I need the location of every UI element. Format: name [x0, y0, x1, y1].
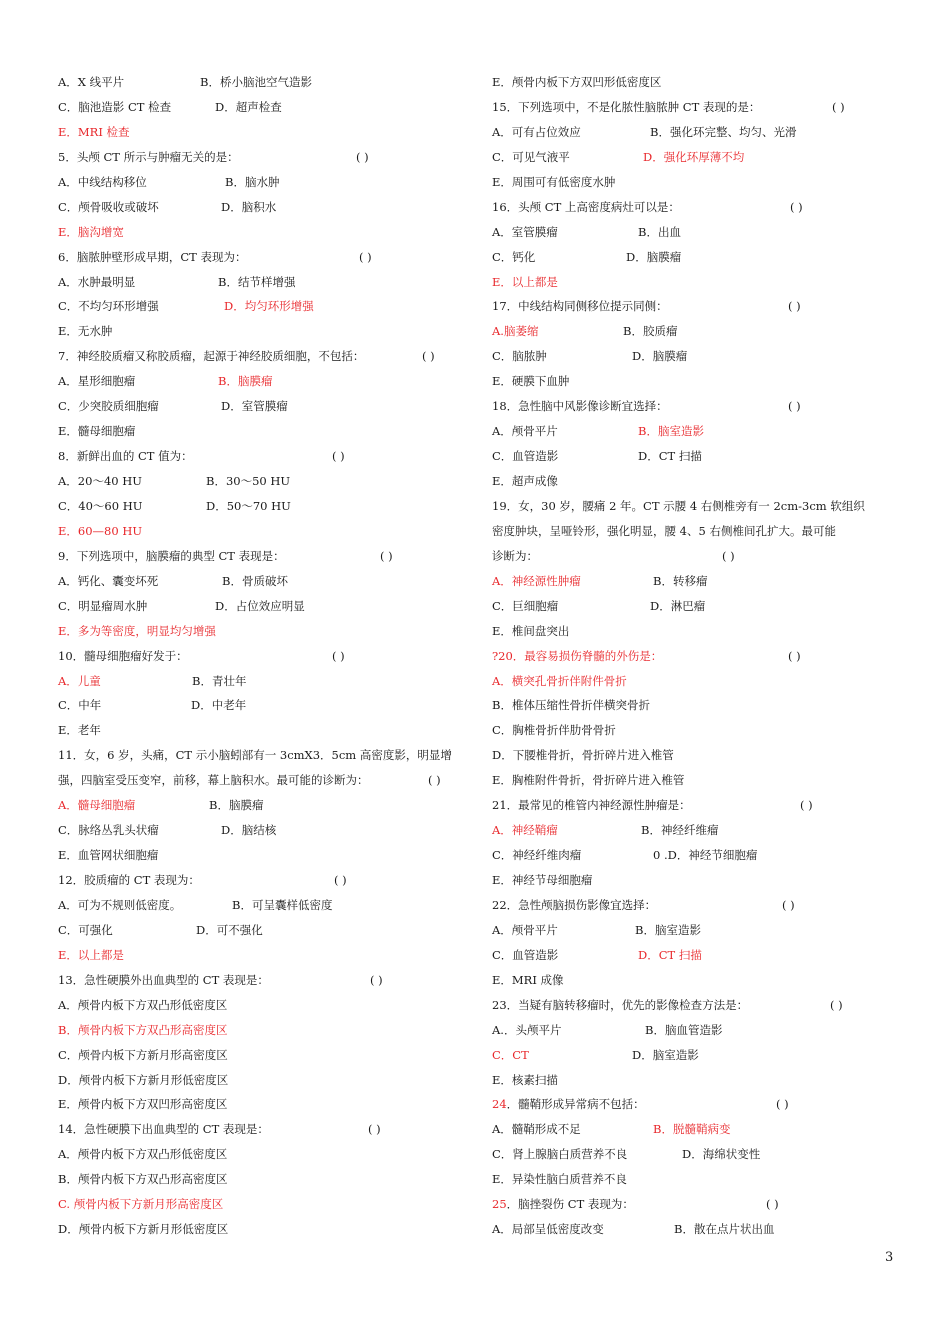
page-number: 3: [885, 1250, 894, 1265]
text-line: [492, 718, 864, 743]
text-segment: B．脑水肿: [225, 174, 280, 189]
text-segment: A．20～40 HU: [58, 474, 142, 488]
text-segment: C．可见气液平: [492, 149, 570, 164]
text-line: [58, 1167, 458, 1192]
text-segment: B．椎体压缩性骨折伴横突骨折: [492, 698, 650, 713]
text-line: [58, 718, 458, 743]
text-segment: D．强化环厚薄不均: [643, 149, 745, 164]
text-line: [58, 968, 458, 993]
text-segment: D．超声检查: [215, 99, 282, 114]
text-line: [492, 768, 864, 793]
text-line: [492, 394, 864, 419]
text-segment: E．核素扫描: [492, 1072, 558, 1087]
text-line: [58, 1092, 458, 1117]
text-line: [492, 569, 864, 594]
left-column: [58, 70, 458, 1242]
text-line: [58, 1043, 458, 1068]
text-line: [58, 469, 458, 494]
answer-blank: ( ): [368, 1122, 381, 1137]
text-line: [58, 918, 458, 943]
text-segment: 12．胶质瘤的 CT 表现为：: [58, 873, 200, 887]
text-segment: E．MRI 成像: [492, 972, 564, 987]
text-line: [492, 669, 864, 694]
text-line: [492, 95, 864, 120]
answer-blank: ( ): [334, 873, 347, 887]
answer-blank: ( ): [790, 199, 803, 214]
text-segment: E．以上都是: [492, 274, 558, 289]
text-line: [58, 120, 458, 145]
text-segment: 9．下列选项中，脑膜瘤的典型 CT 表现是：: [58, 548, 285, 563]
text-line: [492, 469, 864, 494]
right-column: [492, 70, 864, 1242]
text-segment: C．中年: [58, 698, 102, 713]
answer-blank: ( ): [332, 648, 345, 663]
text-line: [492, 1192, 864, 1217]
text-line: [492, 1092, 864, 1117]
text-segment: B．转移瘤: [653, 573, 708, 588]
answer-blank: ( ): [332, 449, 345, 464]
text-segment: 诊断为：: [492, 548, 538, 563]
answer-blank: ( ): [776, 1097, 789, 1112]
text-line: [492, 993, 864, 1018]
text-segment: D．颅骨内板下方新月形低密度区: [58, 1072, 229, 1087]
text-segment: A．儿童: [58, 673, 101, 688]
text-line: [58, 1142, 458, 1167]
text-line: [492, 1217, 864, 1242]
text-line: [58, 419, 458, 444]
text-segment: D．脑膜瘤: [626, 249, 682, 264]
text-segment: B．神经纤维瘤: [641, 823, 719, 838]
text-segment: A．横突孔骨折伴附件骨折: [492, 673, 627, 688]
text-line: [58, 344, 458, 369]
text-line: [492, 644, 864, 669]
text-segment: D．颅骨内板下方新月形低密度区: [58, 1222, 229, 1237]
text-segment: 0 .D．神经节细胞瘤: [653, 848, 758, 863]
text-line: [58, 693, 458, 718]
text-line: [58, 868, 458, 893]
text-segment: B．脑血管造影: [645, 1022, 723, 1037]
text-line: [58, 1018, 458, 1043]
answer-blank: ( ): [788, 299, 801, 314]
answer-blank: ( ): [428, 773, 441, 788]
text-segment: A．髓母细胞瘤: [58, 798, 136, 813]
text-segment: 7．神经胶质瘤又称胶质瘤，起源于神经胶质细胞，不包括：: [58, 349, 365, 364]
text-segment: E．硬膜下血肿: [492, 374, 570, 389]
text-segment: B．脑膜瘤: [209, 798, 264, 813]
text-segment: E．髓母细胞瘤: [58, 424, 136, 439]
text-segment: C．颅骨内板下方新月形高密度区: [58, 1047, 228, 1062]
text-line: [492, 968, 864, 993]
text-line: [58, 70, 458, 95]
text-segment: A．颅骨内板下方双凸形低密度区: [58, 1147, 228, 1162]
text-segment: D．脑膜瘤: [632, 349, 688, 364]
text-line: [492, 1167, 864, 1192]
answer-blank: ( ): [722, 548, 735, 563]
text-line: [492, 743, 864, 768]
text-segment: A．颅骨平片: [492, 424, 558, 439]
text-line: [492, 70, 864, 95]
text-segment: C．明显瘤周水肿: [58, 598, 148, 613]
text-line: [58, 669, 458, 694]
text-line: [58, 1192, 458, 1217]
text-line: [58, 544, 458, 569]
text-segment: C．颅骨吸收或破坏: [58, 199, 159, 214]
text-segment: E．颅骨内板下方双凹形低密度区: [492, 75, 662, 89]
answer-blank: ( ): [422, 349, 435, 364]
text-segment: A．钙化、囊变坏死: [58, 573, 159, 588]
text-line: [492, 868, 864, 893]
text-segment: E．超声成像: [492, 474, 558, 488]
text-segment: D．CT 扫描: [638, 449, 702, 464]
text-segment: E．无水肿: [58, 324, 113, 339]
text-line: [58, 1217, 458, 1242]
text-line: [492, 943, 864, 968]
text-line: [58, 644, 458, 669]
text-line: [492, 494, 864, 519]
text-line: [492, 893, 864, 918]
text-segment: 21．最常见的椎管内神经源性肿瘤是：: [492, 798, 691, 813]
text-segment: B．结节样增强: [218, 274, 296, 289]
text-line: [58, 170, 458, 195]
text-line: [492, 918, 864, 943]
text-segment: C．巨细胞瘤: [492, 598, 559, 613]
answer-blank: ( ): [766, 1197, 779, 1212]
text-segment: D．CT 扫描: [638, 947, 702, 962]
text-line: [58, 843, 458, 868]
text-segment: A．神经源性肿瘤: [492, 573, 581, 588]
text-line: [58, 220, 458, 245]
text-line: [492, 594, 864, 619]
text-line: [58, 743, 458, 768]
text-line: [492, 344, 864, 369]
text-segment: C．钙化: [492, 249, 536, 264]
answer-blank: ( ): [788, 399, 801, 414]
text-line: [492, 843, 864, 868]
text-segment: A．X 线平片: [58, 75, 125, 89]
text-line: [492, 793, 864, 818]
text-segment: B．胶质瘤: [623, 324, 678, 339]
text-segment: C．可强化: [58, 922, 113, 937]
text-segment: 8．新鲜出血的 CT 值为：: [58, 449, 193, 464]
text-line: [492, 369, 864, 394]
text-line: [492, 120, 864, 145]
text-segment: 10．髓母细胞瘤好发于：: [58, 648, 188, 663]
text-line: [492, 145, 864, 170]
text-segment: ?20．最容易损伤脊髓的外伤是：: [492, 648, 663, 663]
text-segment: D．下腰椎骨折，骨折碎片进入椎管: [492, 748, 674, 763]
text-segment: D．室管膜瘤: [221, 399, 288, 414]
text-line: [492, 170, 864, 195]
text-segment: C．血管造影: [492, 947, 559, 962]
text-segment: 17．中线结构同侧移位提示同侧：: [492, 299, 668, 314]
text-segment: B．脑膜瘤: [218, 374, 273, 389]
text-segment: C．脑池造影 CT 检查: [58, 99, 172, 114]
text-segment: A．可有占位效应: [492, 124, 581, 139]
text-segment: A.脑萎缩: [492, 324, 539, 339]
text-segment: 25．脑挫裂伤 CT 表现为：: [492, 1197, 634, 1212]
text-segment: A．水肿最明显: [58, 274, 136, 289]
text-segment: B．桥小脑池空气造影: [200, 75, 312, 89]
text-line: [492, 444, 864, 469]
text-line: [58, 195, 458, 220]
text-line: [492, 245, 864, 270]
text-segment: 6．脑脓肿壁形成早期，CT 表现为：: [58, 249, 247, 264]
text-segment: A．神经鞘瘤: [492, 823, 558, 838]
text-segment: A．星形细胞瘤: [58, 374, 136, 389]
text-segment: E．周围可有低密度水肿: [492, 174, 616, 189]
answer-blank: ( ): [788, 648, 801, 663]
text-line: [58, 569, 458, 594]
text-segment: D．淋巴瘤: [650, 598, 706, 613]
text-segment: C．肾上腺脑白质营养不良: [492, 1147, 628, 1162]
text-line: [492, 1018, 864, 1043]
text-segment: A．颅骨平片: [492, 922, 558, 937]
text-segment: 19．女，30 岁，腰痛 2 年。CT 示腰 4 右侧椎旁有一 2cm-3cm 软组织: [492, 498, 865, 513]
text-segment: E．血管网状细胞瘤: [58, 848, 159, 863]
text-segment: B．颅骨内板下方双凸形高密度区: [58, 1172, 228, 1187]
text-segment: 22．急性颅脑损伤影像宜选择：: [492, 897, 657, 912]
answer-blank: ( ): [800, 798, 813, 813]
text-line: [58, 270, 458, 295]
text-segment: E．神经节母细胞瘤: [492, 873, 593, 887]
text-segment: 5．头颅 CT 所示与肿瘤无关的是：: [58, 149, 239, 164]
text-segment: E．以上都是: [58, 947, 124, 962]
text-segment: 密度肿块，呈哑铃形，强化明显，腰 4、5 右侧椎间孔扩大。最可能: [492, 523, 836, 538]
text-segment: B．强化环完整、均匀、光滑: [650, 124, 797, 139]
text-segment: 13．急性硬膜外出血典型的 CT 表现是：: [58, 972, 269, 987]
text-segment: C．胸椎骨折伴肋骨骨折: [492, 723, 616, 738]
text-line: [492, 693, 864, 718]
text-line: [58, 619, 458, 644]
text-segment: B．出血: [638, 224, 681, 239]
text-segment: C．CT: [492, 1047, 529, 1062]
text-segment: B．脱髓鞘病变: [653, 1122, 731, 1137]
text-segment: E．椎间盘突出: [492, 623, 570, 638]
text-segment: D．脑结核: [221, 823, 277, 838]
text-segment: D．可不强化: [196, 922, 263, 937]
answer-blank: ( ): [380, 548, 393, 563]
text-line: [58, 494, 458, 519]
text-line: [58, 793, 458, 818]
text-line: [58, 818, 458, 843]
text-segment: E．60—80 HU: [58, 523, 143, 538]
text-line: [58, 1117, 458, 1142]
text-line: [58, 594, 458, 619]
answer-blank: ( ): [356, 149, 369, 164]
text-segment: C．血管造影: [492, 449, 559, 464]
text-segment: B．青壮年: [192, 673, 247, 688]
text-line: [58, 369, 458, 394]
text-line: [58, 768, 458, 793]
text-line: [58, 245, 458, 270]
text-line: [492, 544, 864, 569]
text-segment: A．局部呈低密度改变: [492, 1222, 604, 1237]
text-segment: D．均匀环形增强: [224, 299, 314, 314]
text-segment: B．可呈囊样低密度: [232, 897, 333, 912]
text-segment: B．脑室造影: [638, 424, 704, 439]
text-line: [492, 619, 864, 644]
text-line: [492, 220, 864, 245]
text-line: [58, 893, 458, 918]
text-segment: C．少突胶质细胞瘤: [58, 399, 159, 414]
text-segment: 14．急性硬膜下出血典型的 CT 表现是：: [58, 1122, 269, 1137]
text-line: [58, 519, 458, 544]
text-line: [492, 270, 864, 295]
text-segment: D．中老年: [191, 698, 247, 713]
text-segment: C．40～60 HU: [58, 498, 143, 513]
text-line: [58, 294, 458, 319]
text-segment: B．骨质破坏: [222, 573, 288, 588]
text-segment: D．占位效应明显: [215, 598, 305, 613]
text-segment: E．异染性脑白质营养不良: [492, 1172, 627, 1187]
text-line: [58, 145, 458, 170]
text-segment: C．不均匀环形增强: [58, 299, 159, 314]
text-line: [58, 95, 458, 120]
text-line: [492, 1068, 864, 1093]
text-segment: A．中线结构移位: [58, 174, 147, 189]
text-segment: D．50～70 HU: [206, 498, 291, 513]
text-segment: 强，四脑室受压变窄，前移，幕上脑积水。最可能的诊断为：: [58, 773, 369, 788]
text-line: [492, 419, 864, 444]
text-segment: A.．头颅平片: [492, 1022, 562, 1037]
text-line: [492, 1043, 864, 1068]
text-line: [58, 444, 458, 469]
text-line: [492, 1142, 864, 1167]
text-segment: A．髓鞘形成不足: [492, 1122, 581, 1137]
text-segment: E．颅骨内板下方双凹形高密度区: [58, 1097, 228, 1112]
text-segment: E．老年: [58, 723, 101, 738]
text-segment: 11．女，6 岁，头痛，CT 示小脑蚓部有一 3cmX3．5cm 高密度影，明显增: [58, 748, 452, 763]
text-line: [58, 319, 458, 344]
text-segment: A．颅骨内板下方双凸形低密度区: [58, 997, 228, 1012]
text-segment: B．脑室造影: [635, 922, 701, 937]
answer-blank: ( ): [830, 997, 843, 1012]
text-segment: E．多为等密度，明显均匀增强: [58, 623, 216, 638]
text-line: [492, 519, 864, 544]
text-segment: B．30～50 HU: [206, 474, 291, 488]
text-line: [492, 294, 864, 319]
text-segment: D．脑积水: [221, 199, 277, 214]
text-segment: B．颅骨内板下方双凸形高密度区: [58, 1022, 228, 1037]
text-segment: D．脑室造影: [632, 1047, 699, 1062]
text-segment: E．脑沟增宽: [58, 224, 124, 239]
text-line: [58, 1068, 458, 1093]
text-line: [58, 394, 458, 419]
text-segment: C. 颅骨内板下方新月形高密度区: [58, 1197, 224, 1212]
text-segment: C．神经纤维肉瘤: [492, 848, 582, 863]
text-segment: E．MRI 检查: [58, 124, 130, 139]
text-segment: A．可为不规则低密度。: [58, 897, 182, 912]
text-segment: D．海绵状变性: [682, 1147, 761, 1162]
text-segment: 23．当疑有脑转移瘤时，优先的影像检查方法是：: [492, 997, 749, 1012]
text-line: [58, 943, 458, 968]
text-segment: 18．急性脑中风影像诊断宜选择：: [492, 399, 668, 414]
text-line: [492, 319, 864, 344]
answer-blank: ( ): [359, 249, 372, 264]
text-line: [492, 195, 864, 220]
text-line: [58, 993, 458, 1018]
answer-blank: ( ): [832, 99, 845, 114]
text-segment: C．脉络丛乳头状瘤: [58, 823, 159, 838]
text-segment: A．室管膜瘤: [492, 224, 558, 239]
text-segment: B．散在点片状出血: [674, 1222, 775, 1237]
answer-blank: ( ): [782, 897, 795, 912]
text-segment: C．脑脓肿: [492, 349, 547, 364]
text-segment: 15．下列选项中，不是化脓性脑脓肿 CT 表现的是：: [492, 99, 761, 114]
answer-blank: ( ): [370, 972, 383, 987]
text-segment: E．胸椎附件骨折，骨折碎片进入椎管: [492, 773, 685, 788]
text-line: [492, 818, 864, 843]
text-segment: 24．髓鞘形成异常病不包括：: [492, 1097, 645, 1112]
text-segment: 16．头颅 CT 上高密度病灶可以是：: [492, 199, 680, 214]
text-line: [492, 1117, 864, 1142]
